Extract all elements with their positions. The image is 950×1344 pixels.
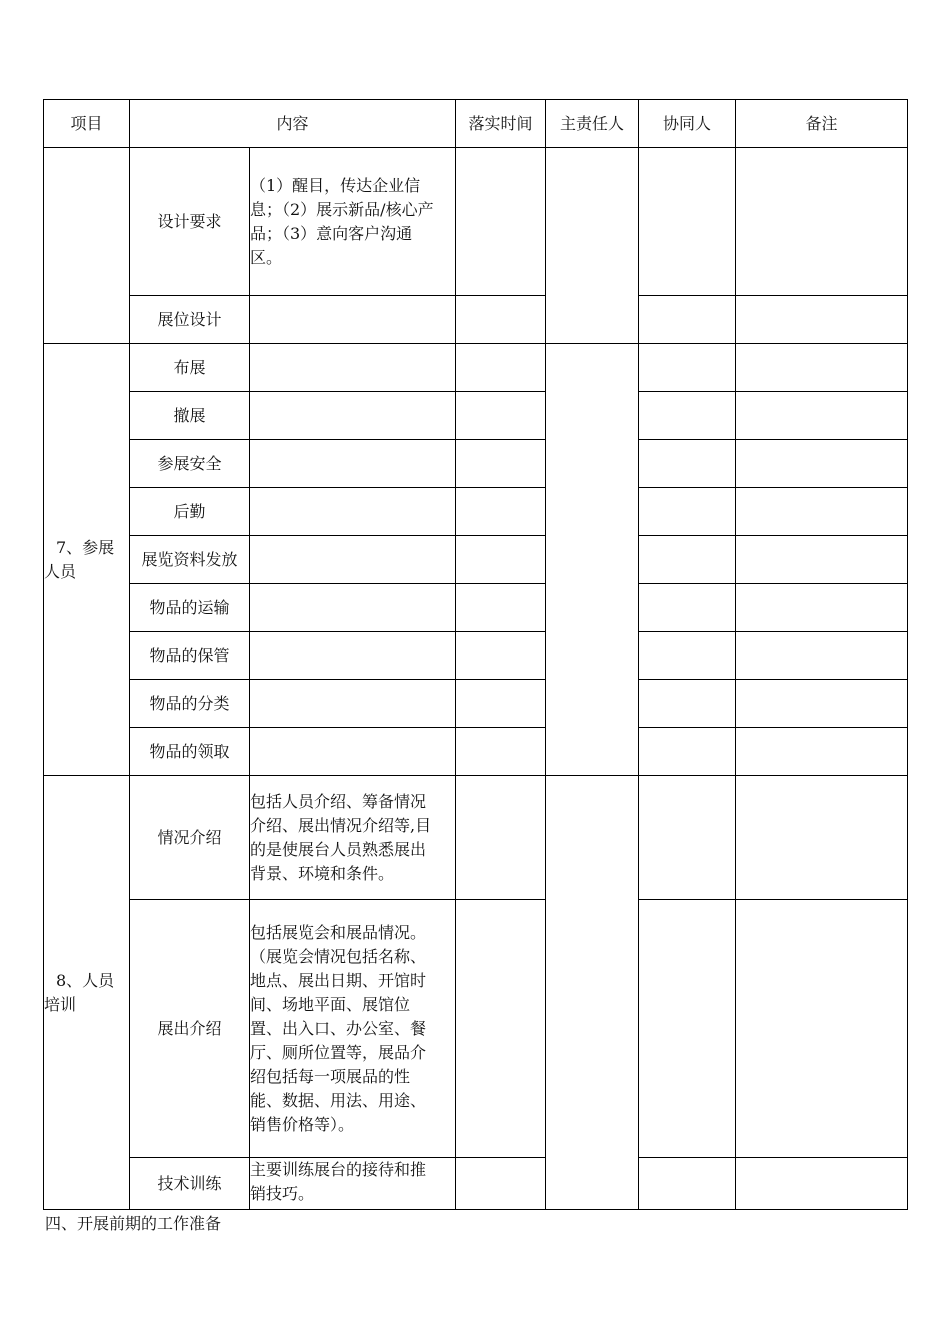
table-row [44,296,908,344]
content-line: 的是使展台人员熟悉展出 [250,839,427,859]
header-date: 落实时间 [456,100,546,148]
content-line: （1）醒目，传达企业信 [250,175,421,195]
item-label: 物品的保管 [130,632,250,680]
content-line: 包括展览会和展品情况。 [250,922,427,942]
remarks-cell [736,148,908,296]
assistant-cell [639,584,736,632]
content-line: （展览会情况包括名称、 [250,946,427,966]
table-row [44,584,908,632]
section-line: 人员 [44,561,77,581]
item-label: 布展 [130,344,250,392]
table-row [44,488,908,536]
content-line: 厅、厕所位置等，展品介 [250,1042,427,1062]
assistant-cell [639,728,736,776]
remarks-cell [736,296,908,344]
item-content [250,344,456,392]
item-label: 物品的领取 [130,728,250,776]
table-row [44,728,908,776]
remarks-cell [736,728,908,776]
table-row [44,776,908,900]
date-cell [456,728,546,776]
remarks-cell [736,1158,908,1210]
content-line: 包括人员介绍、筹备情况 [250,791,427,811]
item-content [250,536,456,584]
remarks-cell [736,536,908,584]
section-label-7 [44,344,130,776]
date-cell [456,1158,546,1210]
item-content [250,296,456,344]
date-cell [456,680,546,728]
assistant-cell [639,632,736,680]
section-label-8 [44,776,130,1210]
remarks-cell [736,632,908,680]
item-label: 后勤 [130,488,250,536]
item-label: 参展安全 [130,440,250,488]
remarks-cell [736,344,908,392]
header-remarks: 备注 [736,100,908,148]
table-row [44,440,908,488]
table-row [44,632,908,680]
section-cell-continued [44,148,130,344]
assistant-cell [639,536,736,584]
date-cell [456,536,546,584]
date-cell [456,392,546,440]
exhibition-plan-table [43,99,908,1210]
content-line: 销技巧。 [250,1184,315,1203]
item-label: 物品的运输 [130,584,250,632]
date-cell [456,900,546,1158]
content-line: 息；（2）展示新品/核心产 [250,199,434,219]
remarks-cell [736,584,908,632]
item-label: 撤展 [130,392,250,440]
item-label: 设计要求 [130,148,250,296]
assistant-cell [639,776,736,900]
header-assistant: 协同人 [639,100,736,148]
assistant-cell [639,680,736,728]
section-heading: 四、开展前期的工作准备 [45,1214,222,1233]
assistant-cell [639,900,736,1158]
item-label: 物品的分类 [130,680,250,728]
owner-cell [546,344,639,776]
assistant-cell [639,344,736,392]
date-cell [456,776,546,900]
header-item: 项目 [44,100,130,148]
item-content [250,488,456,536]
item-content [250,1158,456,1210]
owner-cell [546,148,639,344]
content-line: 能、数据、用法、用途、 [250,1090,427,1110]
content-line: 背景、环境和条件。 [250,863,395,883]
table-row [44,344,908,392]
date-cell [456,440,546,488]
content-line: 地点、展出日期、开馆时 [250,970,427,990]
assistant-cell [639,1158,736,1210]
item-content [250,392,456,440]
owner-cell [546,776,639,1210]
section-line: 7、参展 [56,537,115,557]
table-row [44,1158,908,1210]
assistant-cell [639,296,736,344]
item-content [250,900,456,1158]
date-cell [456,296,546,344]
date-cell [456,344,546,392]
header-content: 内容 [130,100,456,148]
content-line: 绍包括每一项展品的性 [250,1066,411,1086]
remarks-cell [736,440,908,488]
date-cell [456,488,546,536]
item-content [250,776,456,900]
remarks-cell [736,488,908,536]
remarks-cell [736,900,908,1158]
table-row [44,536,908,584]
remarks-cell [736,392,908,440]
header-row [44,100,908,148]
item-content [250,728,456,776]
content-line: 销售价格等）。 [250,1114,355,1134]
item-label: 技术训练 [130,1158,250,1210]
assistant-cell [639,148,736,296]
date-cell [456,632,546,680]
item-content [250,632,456,680]
item-content [250,584,456,632]
item-content [250,680,456,728]
section-line: 培训 [44,994,77,1014]
content-line: 间、场地平面、展馆位 [250,994,411,1014]
table-row [44,680,908,728]
date-cell [456,584,546,632]
item-label: 情况介绍 [130,776,250,900]
content-line: 品；（3）意向客户沟通 [250,223,413,243]
content-line: 主要训练展台的接待和推 [250,1160,427,1179]
assistant-cell [639,392,736,440]
item-content [250,148,456,296]
table-row [44,900,908,1158]
content-line: 区。 [250,247,283,267]
date-cell [456,148,546,296]
header-owner: 主责任人 [546,100,639,148]
item-label: 展出介绍 [130,900,250,1158]
content-line: 置、出入口、办公室、餐 [250,1018,427,1038]
assistant-cell [639,488,736,536]
remarks-cell [736,776,908,900]
table-row [44,148,908,296]
assistant-cell [639,440,736,488]
item-content [250,440,456,488]
table-row [44,392,908,440]
content-line: 介绍、展出情况介绍等,目 [250,815,432,835]
section-line: 8、人员 [56,970,115,990]
item-label: 展览资料发放 [130,536,250,584]
remarks-cell [736,680,908,728]
item-label: 展位设计 [130,296,250,344]
